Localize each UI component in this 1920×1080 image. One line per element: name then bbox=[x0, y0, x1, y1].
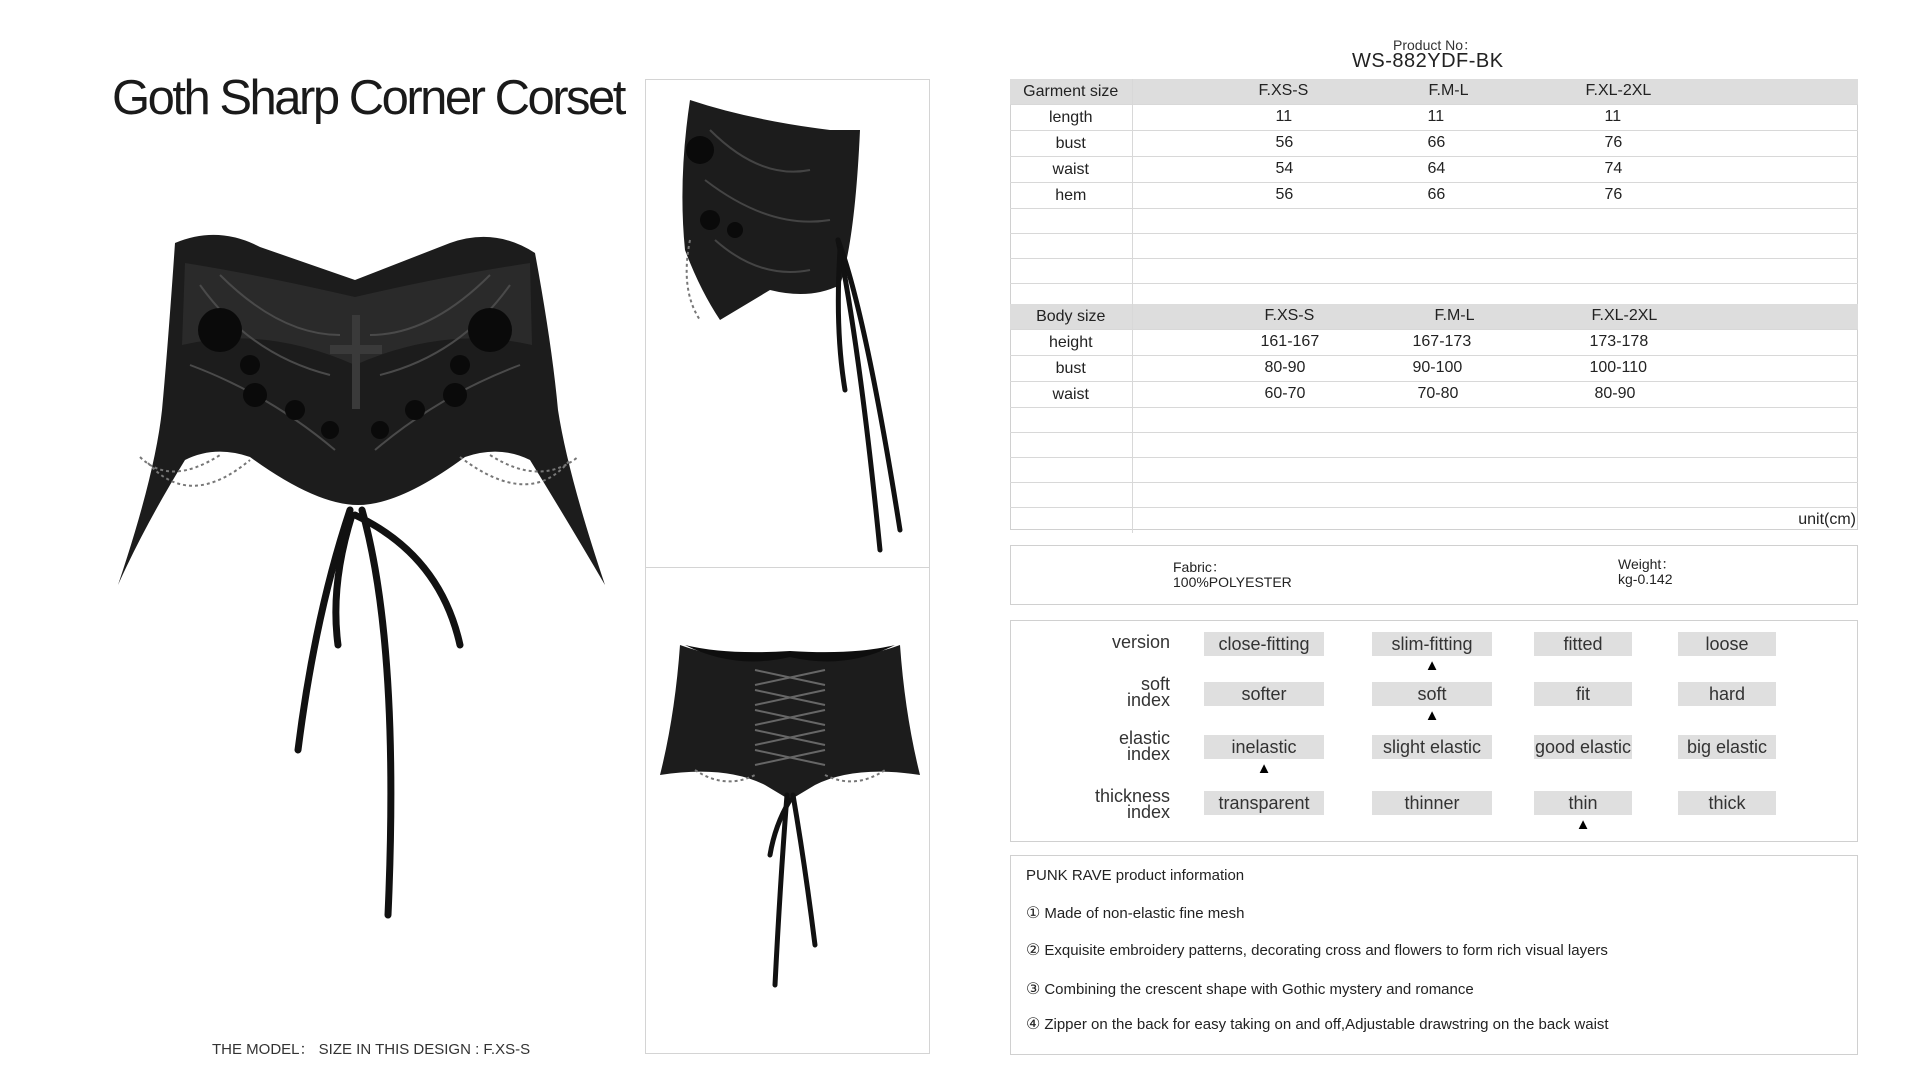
soft-option: fit bbox=[1534, 682, 1632, 706]
product-info-title: PUNK RAVE product information bbox=[1026, 867, 1245, 884]
info-item bbox=[1026, 979, 1474, 999]
thickness-selected-marker-icon: ▲ bbox=[1575, 816, 1591, 833]
table-cell: 80-90 bbox=[1264, 359, 1306, 376]
index-label-line2: index bbox=[1126, 802, 1170, 822]
row-label: length bbox=[1010, 105, 1132, 131]
garment-size-heading: Garment size bbox=[1010, 79, 1132, 105]
product-number: WS-882YDF-BK bbox=[1352, 50, 1504, 72]
body-table-header bbox=[1010, 304, 1858, 330]
model-size-note: THE MODEL： SIZE IN THIS DESIGN : F.XS-S bbox=[212, 1041, 531, 1058]
item-text: Made of non-elastic fine mesh bbox=[1044, 905, 1245, 922]
elastic-option: good elastic bbox=[1534, 737, 1632, 757]
table-cell: 70-80 bbox=[1417, 385, 1459, 402]
garment-col-m-l: F.M-L bbox=[1428, 82, 1469, 99]
table-cell: 76 bbox=[1604, 186, 1623, 203]
thickness-option: transparent bbox=[1204, 791, 1324, 815]
corset-side-image bbox=[660, 90, 920, 560]
version-option: loose bbox=[1678, 632, 1776, 656]
garment-col-xs-s: F.XS-S bbox=[1258, 82, 1309, 99]
product-title: Goth Sharp Corner Corset bbox=[112, 71, 624, 125]
index-label-line2: index bbox=[1126, 744, 1170, 764]
table-cell: 54 bbox=[1275, 160, 1294, 177]
soft-option: hard bbox=[1678, 682, 1776, 706]
index-label-line1: version bbox=[1111, 632, 1170, 652]
row-label: waist bbox=[1010, 382, 1132, 408]
table-row bbox=[1010, 330, 1858, 356]
row-label: hem bbox=[1010, 183, 1132, 209]
fabric-value: 100%POLYESTER bbox=[1173, 574, 1292, 590]
weight-label: Weight： bbox=[1618, 556, 1676, 572]
thickness-option: thin bbox=[1534, 791, 1632, 815]
empty-row bbox=[1010, 433, 1858, 458]
item-number: ① bbox=[1026, 905, 1041, 922]
table-cell: 90-100 bbox=[1412, 359, 1463, 376]
thumbnail-divider bbox=[645, 567, 930, 568]
fabric-info bbox=[1173, 560, 1292, 590]
item-text: Exquisite embroidery patterns, decorating cross and flowers to form rich visual layers bbox=[1044, 942, 1608, 959]
elastic-option: big elastic bbox=[1678, 735, 1776, 759]
body-col-xl-2xl: F.XL-2XL bbox=[1591, 307, 1658, 324]
elastic-option: inelastic bbox=[1204, 735, 1324, 759]
thickness-option: thick bbox=[1678, 791, 1776, 815]
table-row bbox=[1010, 131, 1858, 157]
empty-row bbox=[1010, 209, 1858, 234]
index-label-line1: soft bbox=[1140, 674, 1170, 694]
table-cell: 66 bbox=[1427, 134, 1446, 151]
thickness-option: thinner bbox=[1372, 791, 1492, 815]
body-size-heading: Body size bbox=[1010, 304, 1132, 330]
table-cell: 173-178 bbox=[1589, 333, 1649, 350]
version-option: slim-fitting bbox=[1372, 632, 1492, 656]
table-row bbox=[1010, 382, 1858, 408]
row-label: bust bbox=[1010, 131, 1132, 157]
table-cell: 56 bbox=[1275, 186, 1294, 203]
empty-row bbox=[1010, 259, 1858, 284]
item-number: ④ bbox=[1026, 1016, 1041, 1033]
table-cell: 76 bbox=[1604, 134, 1623, 151]
empty-row bbox=[1010, 458, 1858, 483]
corset-front-image bbox=[100, 225, 620, 945]
weight-info bbox=[1618, 557, 1675, 587]
weight-value: kg-0.142 bbox=[1618, 571, 1673, 587]
elastic-option: slight elastic bbox=[1372, 735, 1492, 759]
table-cell: 161-167 bbox=[1260, 333, 1320, 350]
body-col-xs-s: F.XS-S bbox=[1264, 307, 1315, 324]
soft-option: soft bbox=[1372, 682, 1492, 706]
table-cell: 11 bbox=[1604, 108, 1622, 125]
table-cell: 167-173 bbox=[1412, 333, 1472, 350]
row-label: waist bbox=[1010, 157, 1132, 183]
table-cell: 11 bbox=[1427, 108, 1445, 125]
fabric-weight-panel bbox=[1010, 545, 1858, 605]
unit-row bbox=[1010, 508, 1858, 533]
table-cell: 60-70 bbox=[1264, 385, 1306, 402]
table-row bbox=[1010, 105, 1858, 131]
table-row bbox=[1010, 356, 1858, 382]
index-label-line1: elastic bbox=[1118, 728, 1170, 748]
row-label: height bbox=[1010, 330, 1132, 356]
version-selected-marker-icon: ▲ bbox=[1424, 657, 1440, 674]
soft-selected-marker-icon: ▲ bbox=[1424, 707, 1440, 724]
garment-col-xl-2xl: F.XL-2XL bbox=[1585, 82, 1652, 99]
fabric-label: Fabric： bbox=[1173, 559, 1226, 575]
table-cell: 100-110 bbox=[1589, 359, 1648, 376]
table-cell: 66 bbox=[1427, 186, 1446, 203]
empty-row bbox=[1010, 234, 1858, 259]
body-size-table bbox=[1010, 304, 1858, 533]
garment-table-header bbox=[1010, 79, 1858, 105]
version-label bbox=[1112, 634, 1170, 650]
table-cell: 80-90 bbox=[1594, 385, 1636, 402]
soft-index-label bbox=[1127, 676, 1170, 708]
table-cell: 11 bbox=[1275, 108, 1293, 125]
table-cell: 74 bbox=[1604, 160, 1623, 177]
elastic-index-label bbox=[1119, 730, 1170, 762]
item-number: ③ bbox=[1026, 981, 1041, 998]
elastic-selected-marker-icon: ▲ bbox=[1256, 760, 1272, 777]
empty-row bbox=[1010, 408, 1858, 433]
thickness-index-label bbox=[1095, 788, 1170, 820]
row-label: bust bbox=[1010, 356, 1132, 382]
version-option: fitted bbox=[1534, 632, 1632, 656]
corset-back-image bbox=[655, 625, 925, 995]
index-label-line1: thickness bbox=[1094, 786, 1170, 806]
table-cell: 64 bbox=[1427, 160, 1446, 177]
product-number-label: Product No： bbox=[1393, 37, 1478, 53]
version-option: close-fitting bbox=[1204, 632, 1324, 656]
table-row bbox=[1010, 183, 1858, 209]
unit-label: unit(cm) bbox=[1798, 511, 1856, 529]
info-item bbox=[1026, 903, 1244, 923]
item-text: Zipper on the back for easy taking on and off,Adjustable drawstring on the back waist bbox=[1044, 1016, 1609, 1033]
table-row bbox=[1010, 157, 1858, 183]
garment-size-table bbox=[1010, 79, 1858, 309]
empty-row bbox=[1010, 483, 1858, 508]
info-item bbox=[1026, 1014, 1609, 1034]
item-text: Combining the crescent shape with Gothic mystery and romance bbox=[1044, 981, 1474, 998]
table-cell: 56 bbox=[1275, 134, 1294, 151]
body-col-m-l: F.M-L bbox=[1434, 307, 1475, 324]
index-label-line2: index bbox=[1126, 690, 1170, 710]
soft-option: softer bbox=[1204, 682, 1324, 706]
info-item bbox=[1026, 940, 1608, 960]
item-number: ② bbox=[1026, 942, 1041, 959]
